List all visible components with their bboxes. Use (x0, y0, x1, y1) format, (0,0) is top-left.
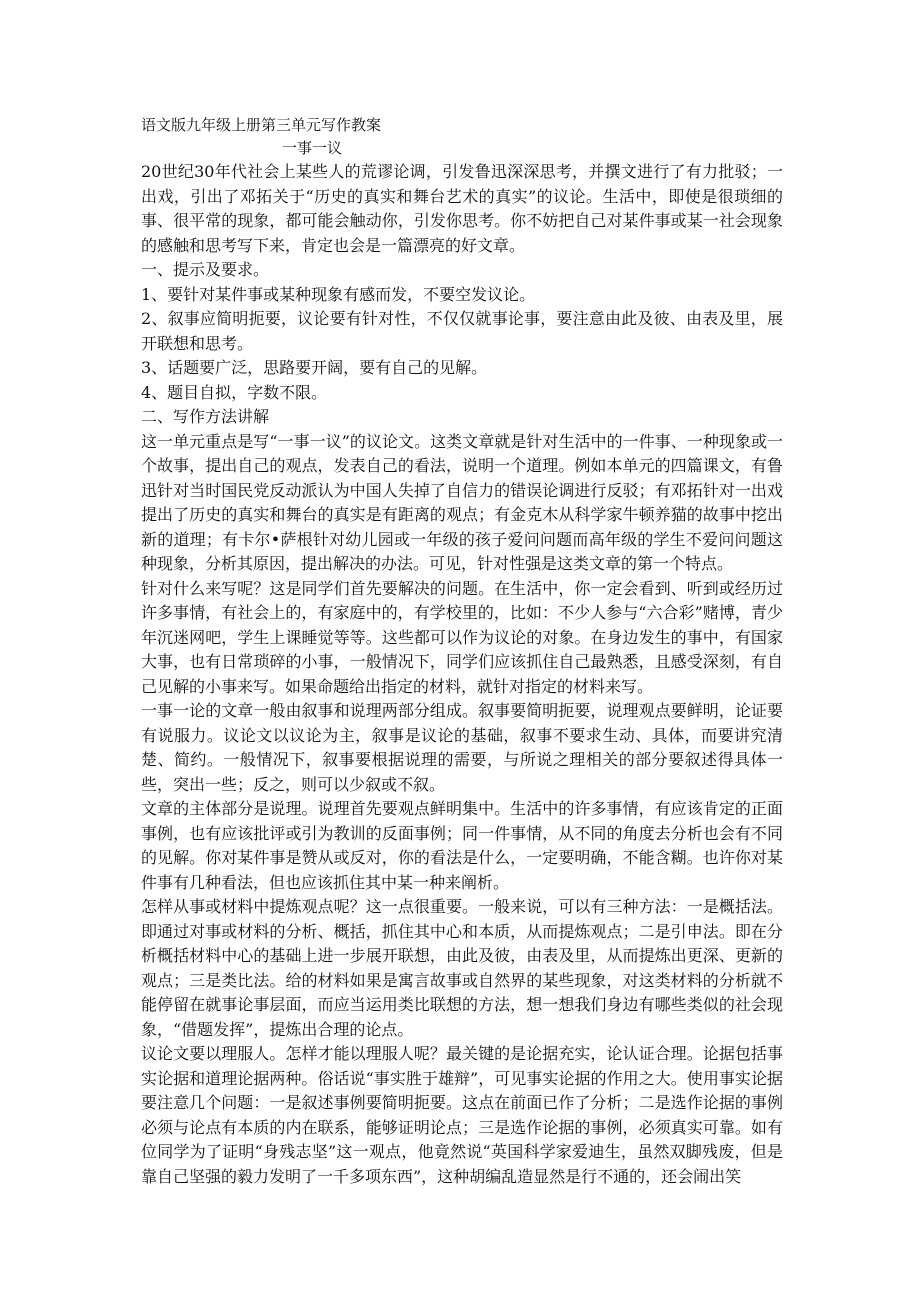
requirement-item-3: 3、话题要广泛，思路要开阔，要有自己的见解。 (141, 358, 488, 377)
paragraph-extract-viewpoint: 怎样从事或材料中提炼观点呢？这一点很重要。一般来说，可以有三种方法：一是概括法。即通过对事或材料的分析、概括，抓住其中心和本质，从而提炼观点；二是引申法。即在分析概括材料中心的基础上进一步展开联想，由此及彼，由表及里，从而提炼出更深、更新的观点；三是类比法。给的材料如果是寓言故事或自然界的某些现象，对这类材料的分析就不能停留在就事论事层面，而应当运用类比联想的方法，想一想我们身边有哪些类似的社会现象，“借题发挥”，提炼出合理的论点。 (141, 897, 783, 1039)
paragraph-main-body: 文章的主体部分是说理。说理首先要观点鲜明集中。生活中的许多事情，有应该肯定的正面事例，也有应该批评或引为教训的反面事例；同一件事情，从不同的角度去分析也会有不同的见解。你对某件事是赞从或反对，你的看法是什么，一定要明确，不能含糊。也许你对某件事有几种看法，但也应该抓住其中某一种来阐析。 (141, 799, 783, 892)
document-title: 语文版九年级上册第三单元写作教案 (141, 116, 382, 134)
paragraph-evidence: 议论文要以理服人。怎样才能以理服人呢？最关键的是论据充实，论认证合理。论据包括事实论据和道理论据两种。俗话说“事实胜于雄辩”，可见事实论据的作用之大。使用事实论据要注意几个问题：一是叙述事例要简明扼要。这点在前面已作了分析；二是选作论据的事例必须与论点有本质的内在联系，能够证明论点；三是选作论据的事例，必须真实可靠。如有位同学为了证明“身残志坚”这一观点，他竟然说“英国科学家爱迪生，虽然双脚残废，但是靠自己坚强的毅力发明了一千多项东西”，这种胡编乱造显然是行不通的，还会闹出笑 (141, 1044, 783, 1186)
section-heading-requirements: 一、提示及要求。 (141, 260, 270, 279)
requirement-item-1: 1、要针对某件事或某种现象有感而发，不要空发议论。 (141, 284, 536, 304)
document-subtitle: 一事一议 (282, 139, 343, 157)
paragraph-structure: 一事一论的文章一般由叙事和说理两部分组成。叙事要简明扼要，说理观点要鲜明，论证要有说服力。议论文以议论为主，叙事是议论的基础，叙事不要求生动、具体，而要讲究清楚、简约。一般情况下，叙事要根据说理的需要，与所说之理相关的部分要叙述得具体一些，突出一些；反之，则可以少叙或不叙。 (141, 701, 783, 794)
requirement-item-2: 2、叙事应简明扼要，议论要有针对性，不仅仅就事论事，要注意由此及彼、由表及里，展开联想和思考。 (141, 309, 783, 353)
requirement-item-4: 4、题目自拟，字数不限。 (141, 382, 328, 402)
section-heading-methods: 二、写作方法讲解 (141, 407, 270, 426)
document-page (141, 114, 783, 1189)
paragraph-what-to-write: 针对什么来写呢？这是同学们首先要解决的问题。在生活中，你一定会看到、听到或经历过许多事情，有社会上的，有家庭中的，有学校里的，比如：不少人参与“六合彩”赌博，青少年沉迷网吧，学生上课睡觉等等。这些都可以作为议论的对象。在身边发生的事中，有国家大事，也有日常琐碎的小事，一般情况下，同学们应该抓住自己最熟悉，且感受深刻，有自己见解的小事来写。如果命题给出指定的材料，就针对指定的材料来写。 (141, 578, 783, 696)
paragraph-unit-focus: 这一单元重点是写“一事一议”的议论文。这类文章就是针对生活中的一件事、一种现象或一个故事，提出自己的观点，发表自己的看法，说明一个道理。例如本单元的四篇课文，有鲁迅针对当时国民党反动派认为中国人失掉了自信力的错误论调进行反驳；有邓拓针对一出戏提出了历史的真实和舞台的真实是有距离的观点；有金克木从科学家牛顿养猫的故事中挖出新的道理；有卡尔•萨根针对幼儿园或一年级的孩子爱问问题而高年级的学生不爱问问题这种现象，分析其原因，提出解决的办法。可见，针对性强是这类文章的第一个特点。 (141, 431, 783, 573)
paragraph-intro: 20世纪30年代社会上某些人的荒谬论调，引发鲁迅深深思考，并撰文进行了有力批驳；一出戏，引出了邓拓关于“历史的真实和舞台艺术的真实”的议论。生活中，即使是很琐细的事、很平常的现象，都可能会触动你，引发你思考。你不妨把自己对某件事或某一社会现象的感触和思考写下来，肯定也会是一篇漂亮的好文章。 (141, 162, 783, 255)
